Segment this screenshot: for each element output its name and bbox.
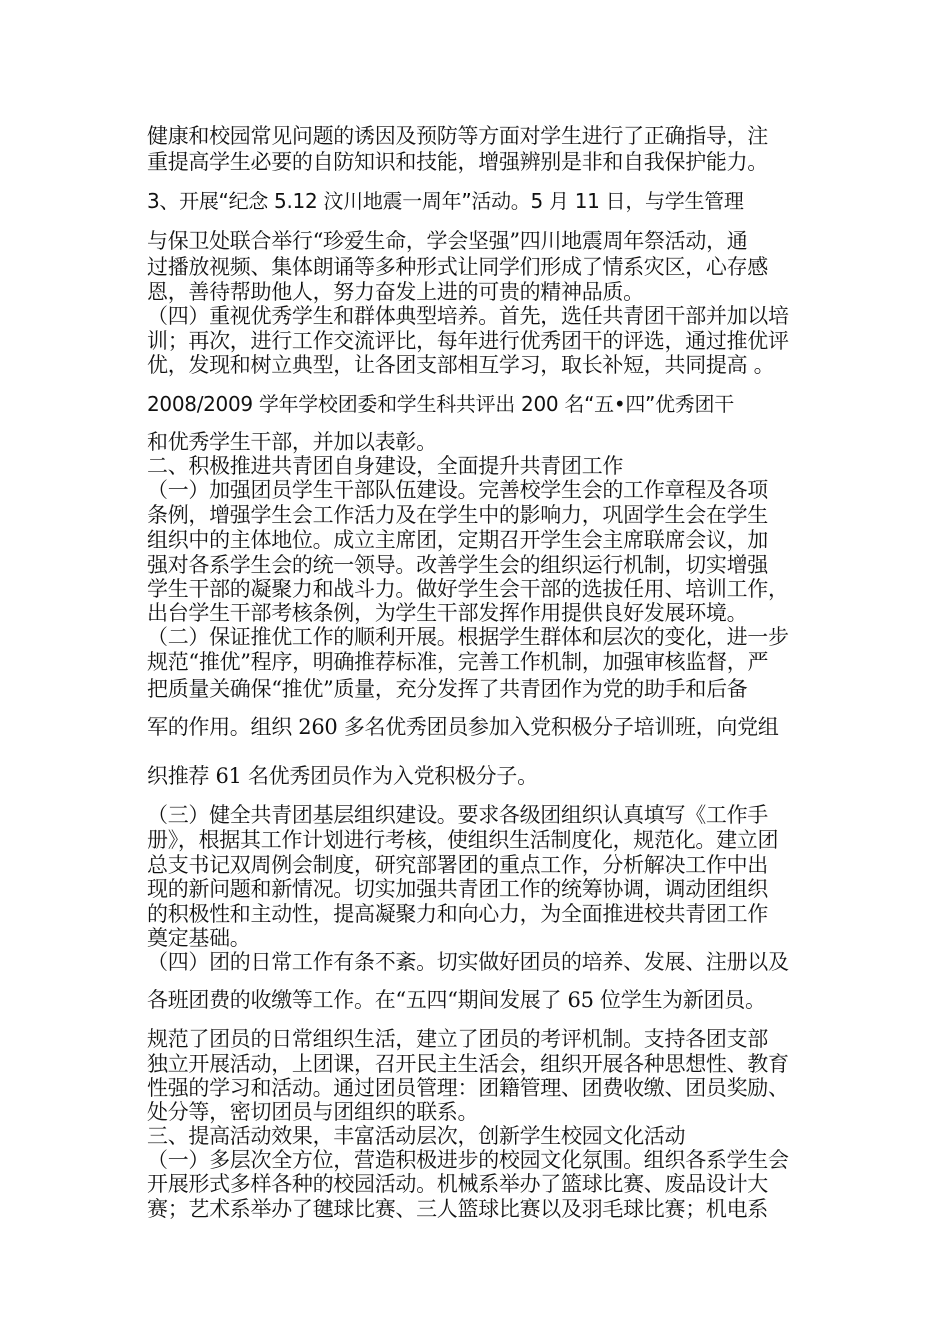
text-line: （四）团的日常工作有条不紊。切实做好团员的培养、发展、注册以及 [147, 950, 789, 974]
text-line: 总支书记双周例会制度，研究部署团的重点工作，分析解决工作中出 [147, 853, 768, 877]
text-line: 重提高学生必要的自防知识和技能，增强辨别是非和自我保护能力。 [147, 150, 768, 174]
text-line: 开展形式多样各种的校园活动。机械系举办了篮球比赛、废品设计大 [147, 1172, 768, 1196]
text-line: 条例，增强学生会工作活力及在学生中的影响力，巩固学生会在学生 [147, 503, 768, 527]
text-line: 的积极性和主动性，提高凝聚力和向心力，为全面推进校共青团工作 [147, 902, 768, 926]
section-heading: 二、积极推进共青团自身建设，全面提升共青团工作 [147, 454, 624, 478]
text-line: 规范“推优”程序，明确推荐标准，完善工作机制，加强审核监督，严 [147, 650, 769, 674]
text-line: 组织中的主体地位。成立主席团，定期召开学生会主席联席会议，加 [147, 528, 768, 552]
text-line: 处分等，密切团员与团组织的联系。 [147, 1100, 479, 1124]
text-line: 恩，善待帮助他人，努力奋发上进的可贵的精神品质。 [147, 280, 644, 304]
text-line: 织推荐 61 名优秀团员作为入党积极分子。 [147, 764, 538, 788]
text-line: 军的作用。组织 260 多名优秀团员参加入党积极分子培训班，向党组 [147, 715, 779, 739]
text-line: 性强的学习和活动。通过团员管理：团籍管理、团费收缴、团员奖励、 [147, 1076, 789, 1100]
text-line: 学生干部的凝聚力和战斗力。做好学生会干部的选拔任用、培训工作， [147, 577, 789, 601]
text-line: 规范了团员的日常组织生活，建立了团员的考评机制。支持各团支部 [147, 1027, 768, 1051]
text-line: 训；再次，进行工作交流评比，每年进行优秀团干的评选，通过推优评 [147, 329, 789, 353]
text-line: 现的新问题和新情况。切实加强共青团工作的统筹协调，调动团组织 [147, 877, 768, 901]
text-line: 强对各系学生会的统一领导。改善学生会的组织运行机制，切实增强 [147, 553, 768, 577]
text-line: 健康和校园常见问题的诱因及预防等方面对学生进行了正确指导，注 [147, 124, 768, 148]
text-line: 3、开展“纪念 5.12 汶川地震一周年”活动。5 月 11 日，与学生管理 [147, 189, 744, 213]
text-line: （一）加强团员学生干部队伍建设。完善校学生会的工作章程及各项 [147, 478, 768, 502]
text-line: （一）多层次全方位，营造积极进步的校园文化氛围。组织各系学生会 [147, 1148, 789, 1172]
text-line: 过播放视频、集体朗诵等多种形式让同学们形成了情系灾区，心存感 [147, 255, 768, 279]
text-line: 独立开展活动，上团课，召开民主生活会，组织开展各种思想性、教育 [147, 1052, 789, 1076]
text-line: （三）健全共青团基层组织建设。要求各级团组织认真填写《工作手 [147, 803, 768, 827]
text-line: （二）保证推优工作的顺利开展。根据学生群体和层次的变化，进一步 [147, 625, 789, 649]
text-line: 出台学生干部考核条例，为学生干部发挥作用提供良好发展环境。 [147, 601, 748, 625]
text-line: 和优秀学生干部，并加以表彰。 [147, 430, 437, 454]
text-line: 优，发现和树立典型，让各团支部相互学习，取长补短，共同提高 。 [147, 353, 775, 377]
text-line: （四）重视优秀学生和群体典型培养。首先，选任共青团干部并加以培 [147, 304, 789, 328]
text-line: 奠定基础。 [147, 926, 251, 950]
text-line: 赛；艺术系举办了毽球比赛、三人篮球比赛以及羽毛球比赛；机电系 [147, 1197, 768, 1221]
text-line: 与保卫处联合举行“珍爱生命，学会坚强”四川地震周年祭活动，通 [147, 229, 748, 253]
text-line: 册》，根据其工作计划进行考核，使组织生活制度化，规范化。建立团 [147, 828, 779, 852]
text-line: 把质量关确保“推优”质量，充分发挥了共青团作为党的助手和后备 [147, 677, 748, 701]
section-heading: 三、提高活动效果，丰富活动层次，创新学生校园文化活动 [147, 1124, 686, 1148]
text-line: 各班团费的收缴等工作。在“五四“期间发展了 65 位学生为新团员。 [147, 988, 766, 1012]
text-line: 2008/2009 学年学校团委和学生科共评出 200 名“五•四”优秀团干 [147, 392, 734, 416]
